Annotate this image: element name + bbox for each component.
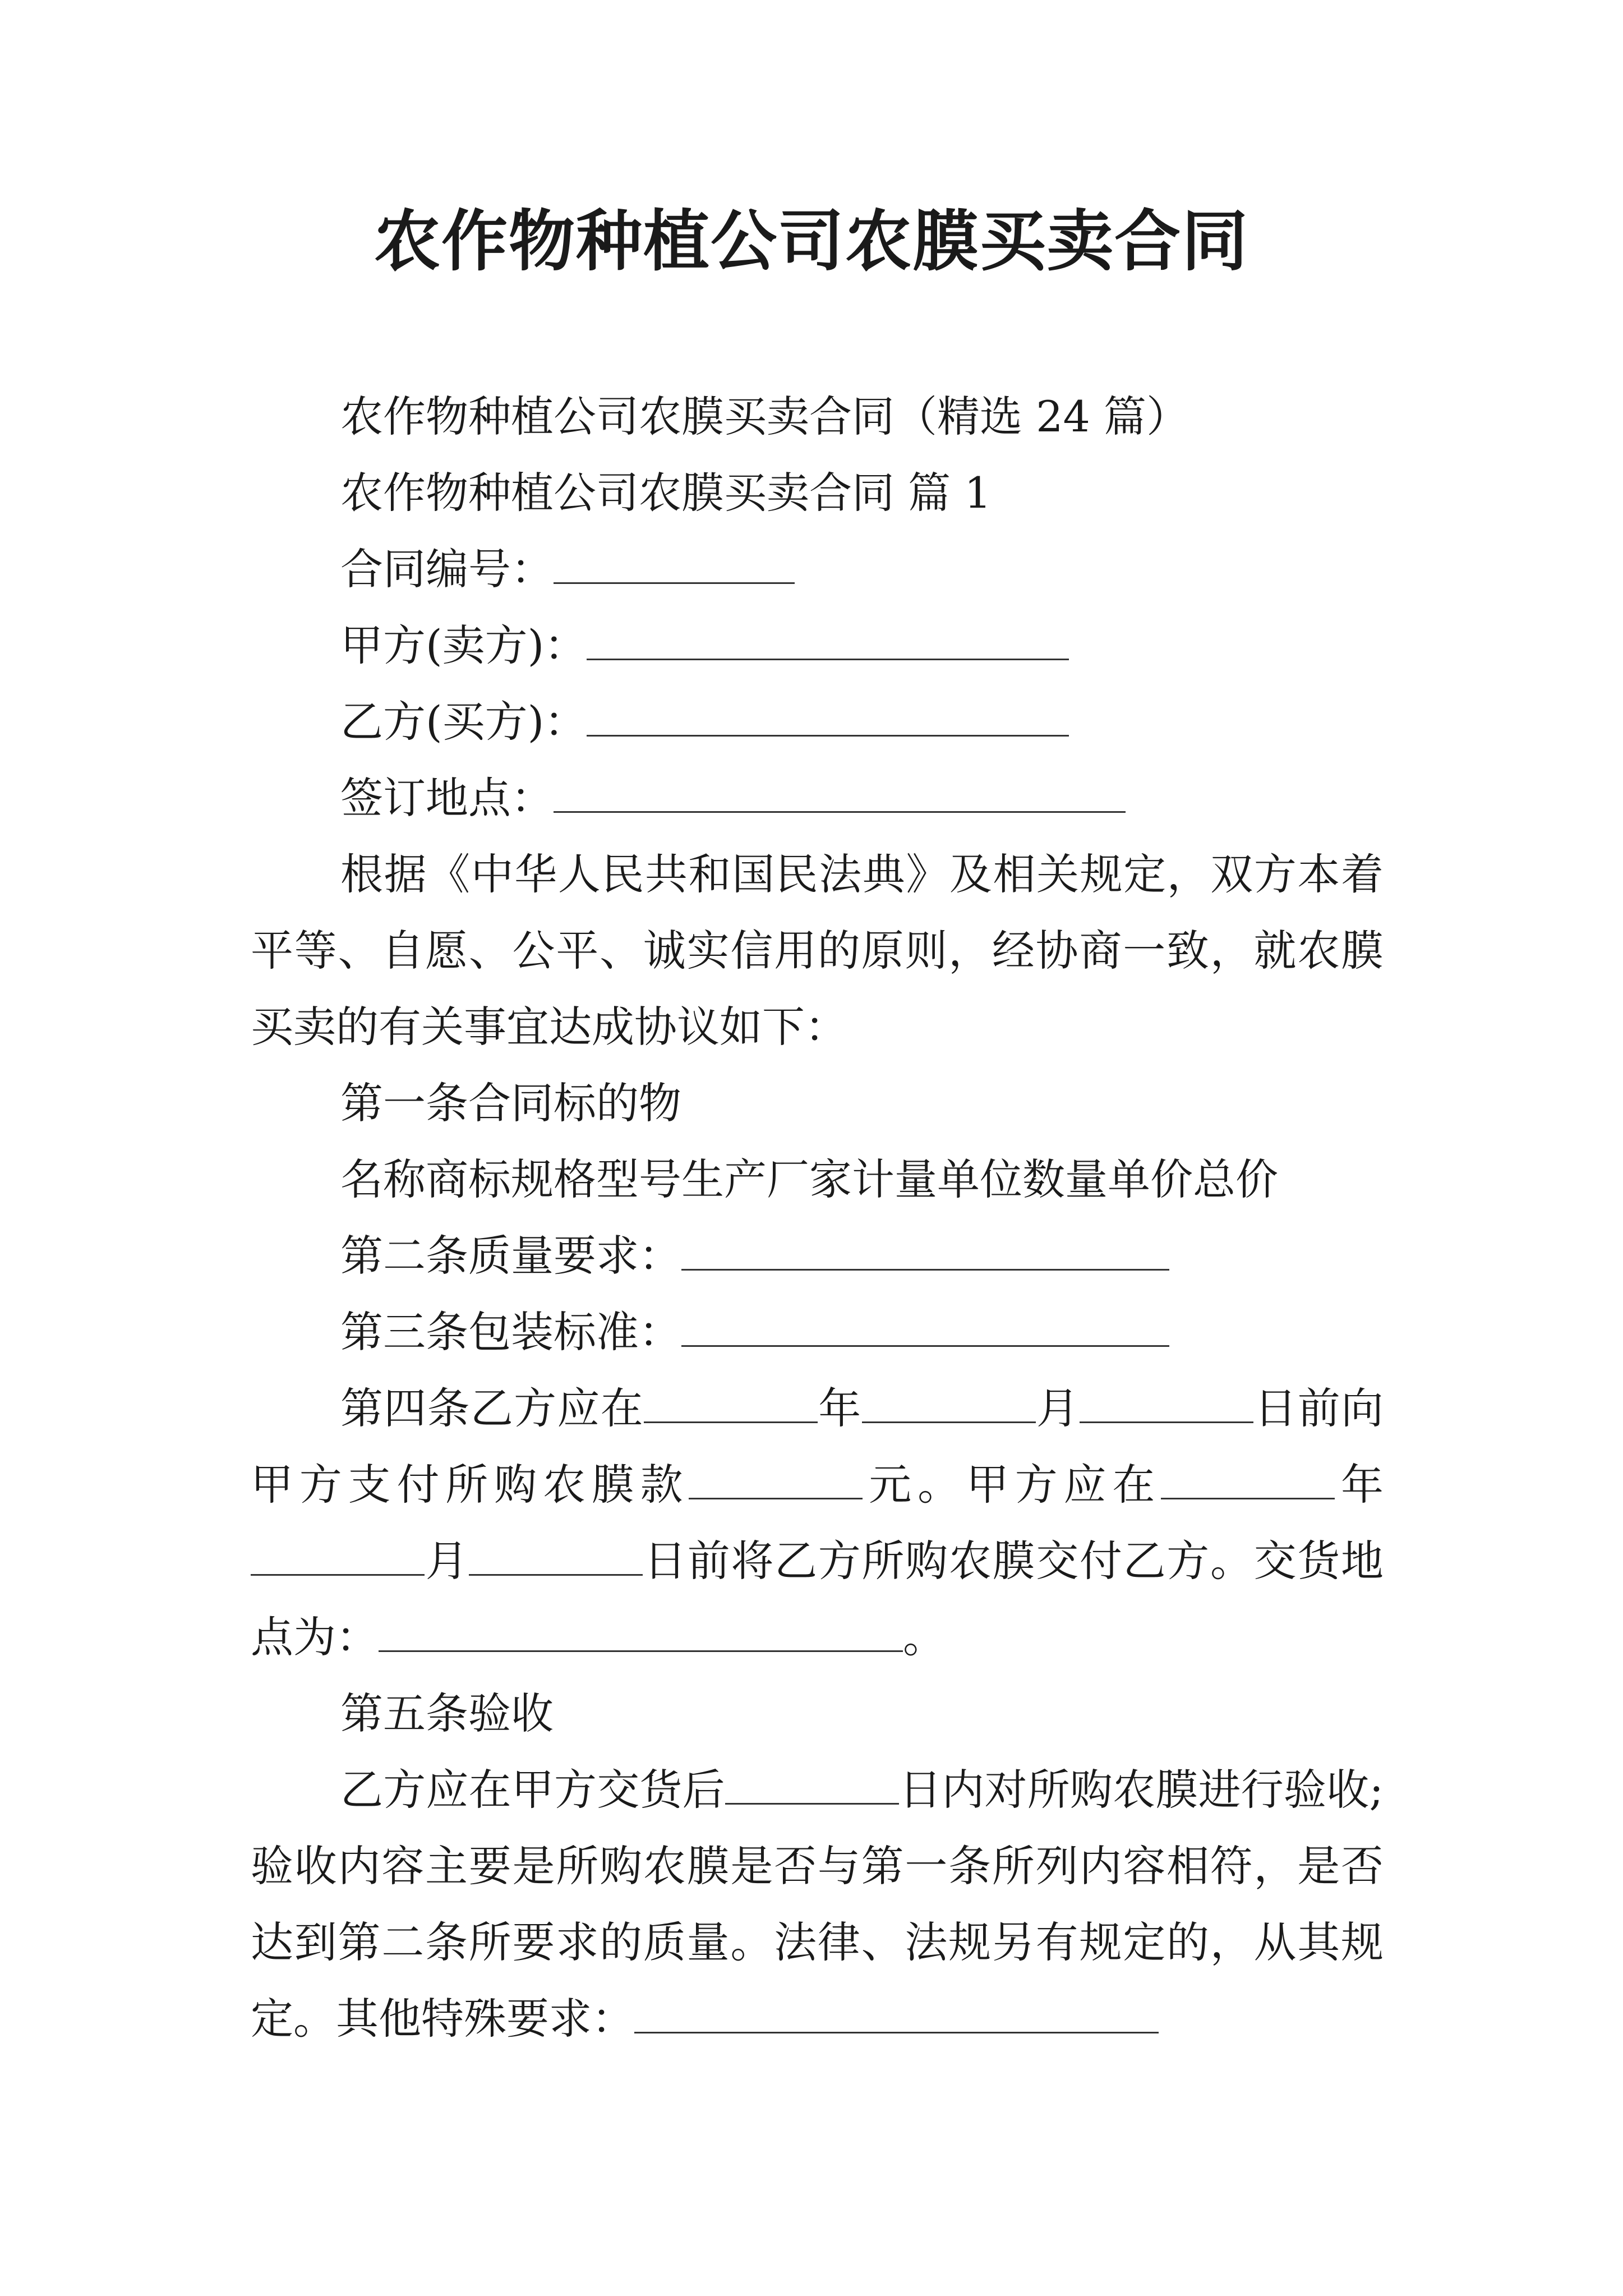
special-requirements-label: 定。其他特殊要求： xyxy=(251,1994,634,2044)
article-5-line-1 xyxy=(251,1752,1384,1828)
article-5-text: 日内对所购农膜进行验收; xyxy=(898,1765,1384,1815)
signing-place-line xyxy=(251,760,1384,836)
year-label: 年 xyxy=(1335,1460,1384,1510)
article-5-line-2: 验收内容主要是所购农膜是否与第一条所列内容相符，是否 xyxy=(251,1841,1384,1891)
month-label: 月 xyxy=(425,1536,469,1586)
period-mark: 。 xyxy=(903,1612,946,1662)
preamble-line-1: 根据《中华人民共和国民法典》及相关规定，双方本着 xyxy=(340,849,1384,899)
signing-place-blank xyxy=(554,772,1126,813)
party-b-label: 乙方(买方)： xyxy=(340,697,587,747)
article-2-label: 第二条质量要求： xyxy=(340,1231,681,1281)
party-b-line xyxy=(251,684,1384,760)
article-1-table-header: 名称商标规格型号生产厂家计量单位数量单价总价 xyxy=(340,1154,1278,1204)
signing-place-label: 签订地点： xyxy=(340,773,554,823)
article-5-line-3: 达到第二条所要求的质量。法律、法规另有规定的，从其规 xyxy=(251,1917,1384,1967)
delivery-year-blank xyxy=(1161,1458,1335,1499)
payment-amount-blank xyxy=(689,1458,863,1499)
article-4-text: 甲方支付所购农膜款 xyxy=(251,1460,689,1510)
preamble-line-3: 买卖的有关事宜达成协议如下： xyxy=(251,1002,847,1052)
document-title: 农作物种植公司农膜买卖合同 xyxy=(374,203,1249,280)
contract-number-label: 合同编号： xyxy=(340,544,554,594)
inspection-days-blank xyxy=(725,1764,899,1805)
article-5-line-4 xyxy=(251,1981,1384,2057)
article-4-line-1 xyxy=(251,1370,1384,1447)
subtitle-line: 农作物种植公司农膜买卖合同（精选 24 篇） xyxy=(340,392,1189,441)
party-b-blank xyxy=(587,696,1069,737)
preamble-line-2: 平等、自愿、公平、诚实信用的原则，经协商一致，就农膜 xyxy=(251,926,1384,976)
article-4-text: 日前将乙方所购农膜交付乙方。交货地 xyxy=(643,1536,1384,1586)
article-3-label: 第三条包装标准： xyxy=(340,1307,681,1357)
delivery-month-blank xyxy=(251,1535,425,1576)
party-a-blank xyxy=(587,619,1069,660)
article-1-heading: 第一条合同标的物 xyxy=(340,1078,681,1128)
article-2-blank xyxy=(681,1230,1169,1271)
delivery-place-blank xyxy=(379,1611,903,1652)
contract-number-line xyxy=(251,531,1384,608)
special-requirements-blank xyxy=(634,1993,1159,2033)
payment-year-blank xyxy=(644,1382,818,1423)
delivery-place-label: 点为： xyxy=(251,1612,379,1662)
article-2-line xyxy=(251,1218,1384,1294)
document-body xyxy=(251,379,1384,2057)
payment-month-blank xyxy=(862,1382,1036,1423)
article-4-line-4 xyxy=(251,1599,1384,1676)
article-3-blank xyxy=(681,1306,1169,1347)
article-3-line xyxy=(251,1294,1384,1370)
article-4-line-3 xyxy=(251,1523,1384,1599)
section-heading: 农作物种植公司农膜买卖合同 篇 1 xyxy=(340,468,992,518)
article-4-line-2 xyxy=(251,1447,1384,1523)
month-label: 月 xyxy=(1035,1383,1080,1433)
party-a-line xyxy=(251,608,1384,684)
payment-day-blank xyxy=(1080,1382,1253,1423)
article-5-heading: 第五条验收 xyxy=(340,1688,554,1738)
article-4-text: 元。甲方应在 xyxy=(863,1460,1161,1510)
article-4-text: 第四条乙方应在 xyxy=(340,1383,644,1433)
article-4-text: 日前向 xyxy=(1253,1383,1384,1433)
party-a-label: 甲方(卖方)： xyxy=(340,620,587,670)
contract-number-blank xyxy=(554,543,795,584)
delivery-day-blank xyxy=(469,1535,643,1576)
article-5-text: 乙方应在甲方交货后 xyxy=(340,1765,725,1815)
year-label: 年 xyxy=(818,1383,862,1433)
